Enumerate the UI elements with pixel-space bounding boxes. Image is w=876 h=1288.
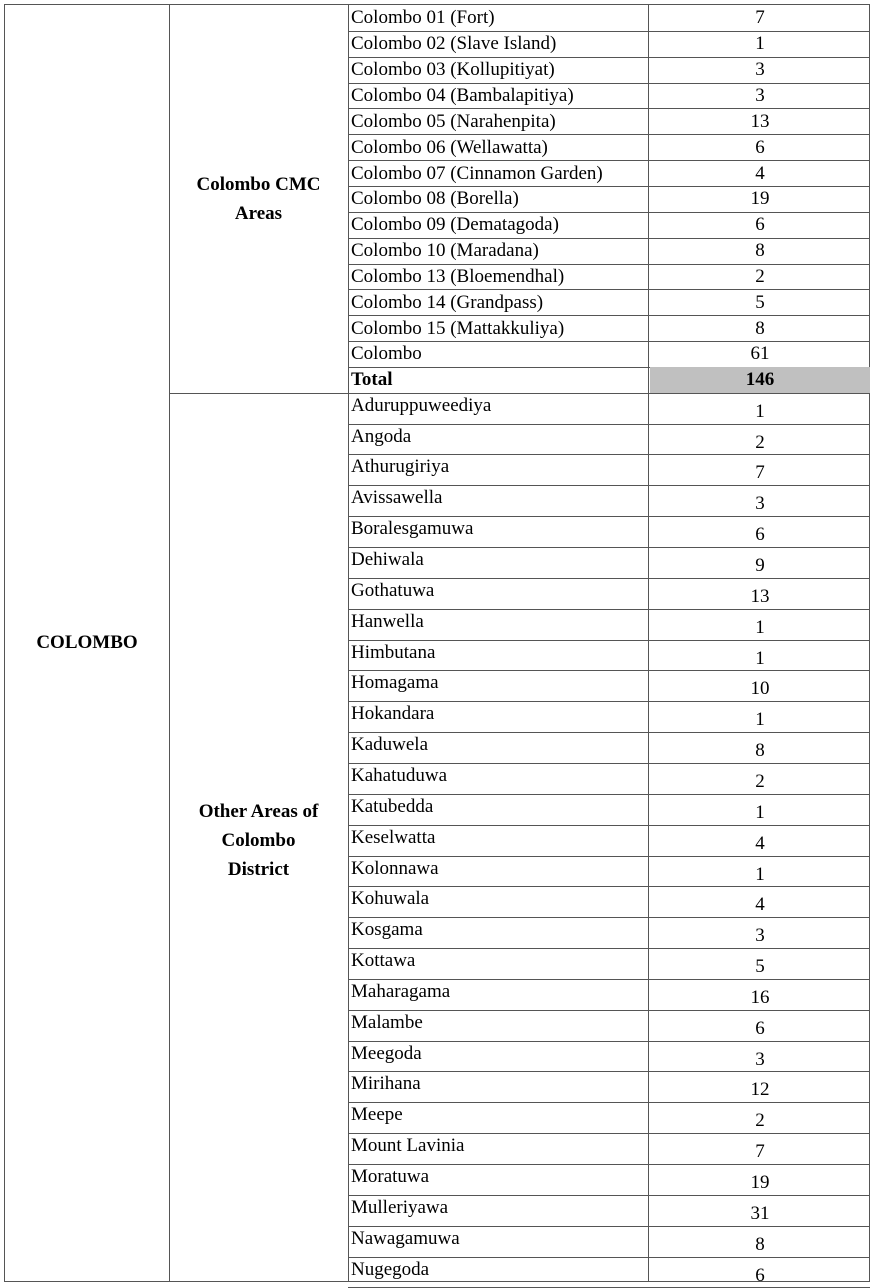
table-row [349, 856, 870, 887]
area-name: Kaduwela [351, 734, 429, 756]
area-count: 1 [755, 616, 765, 638]
area-count: 2 [755, 431, 765, 453]
area-name: Dehiwala [351, 549, 424, 570]
area-count: 19 [750, 188, 770, 210]
table-row [349, 264, 870, 290]
area-count: 6 [755, 214, 765, 236]
table-row [349, 1226, 870, 1257]
area-name: Maharagama [351, 980, 451, 1002]
area-count: 8 [755, 240, 765, 262]
table-row [349, 238, 870, 264]
group-label-text [199, 797, 319, 884]
table-row [349, 547, 870, 578]
area-name: Moratuwa [351, 1166, 430, 1187]
area-count: 61 [750, 343, 770, 365]
total-label: Total [351, 369, 393, 391]
table-row [349, 670, 870, 701]
area-name: Mirihana [351, 1073, 421, 1095]
district-name: COLOMBO [36, 632, 138, 653]
area-count: 4 [755, 832, 765, 854]
area-count: 6 [755, 1264, 765, 1286]
table-row [349, 1010, 870, 1041]
group-label-line: Areas [234, 202, 283, 224]
table-row [349, 1257, 870, 1288]
table-row [349, 516, 870, 547]
area-name: Angoda [351, 425, 412, 447]
area-name: Homagama [351, 672, 439, 694]
table-row [349, 186, 870, 212]
table-row [349, 454, 870, 485]
table-row [349, 315, 870, 341]
table-row [349, 1071, 870, 1102]
area-count: 6 [755, 524, 765, 546]
table-row [349, 763, 870, 794]
area-count: 9 [755, 555, 765, 576]
table-row [349, 732, 870, 763]
table-row [349, 485, 870, 516]
area-count: 7 [755, 7, 765, 29]
table-row [349, 886, 870, 917]
area-name: Katubedda [351, 795, 434, 817]
table-row [349, 701, 870, 732]
area-name: Mulleriyawa [351, 1196, 449, 1218]
area-name: Meegoda [351, 1042, 422, 1064]
area-count: 5 [755, 956, 765, 978]
area-count: 1 [755, 801, 765, 823]
area-name: Malambe [351, 1011, 423, 1033]
area-name: Kahatuduwa [351, 764, 448, 786]
area-count: 3 [755, 59, 765, 81]
district-table [4, 4, 870, 1286]
area-name: Colombo 15 (Mattakkuliya) [351, 317, 565, 339]
area-name: Kolonnawa [351, 857, 439, 879]
area-count: 8 [755, 317, 765, 339]
table-row [349, 108, 870, 134]
area-name: Colombo 08 (Borella) [351, 188, 519, 210]
table-row [349, 289, 870, 315]
area-name: Meepe [351, 1104, 403, 1126]
table-row [349, 1041, 870, 1072]
area-count: 19 [750, 1172, 770, 1193]
area-name: Kosgama [351, 919, 423, 941]
area-count: 16 [750, 986, 770, 1008]
area-name: Nugegoda [351, 1258, 430, 1280]
group-label-line: District [227, 858, 290, 880]
area-name: Colombo 13 (Bloemendhal) [351, 265, 565, 287]
area-count: 13 [750, 110, 770, 132]
area-name: Gothatuwa [351, 579, 435, 601]
group-label-text [196, 170, 320, 228]
area-count: 1 [755, 863, 765, 885]
area-count: 13 [750, 585, 770, 607]
table-row [349, 1195, 870, 1226]
table-row [349, 640, 870, 671]
table-row [349, 1102, 870, 1133]
area-count: 7 [755, 1141, 765, 1163]
area-name: Colombo 04 (Bambalapitiya) [351, 84, 574, 106]
table-row [349, 31, 870, 57]
area-name: Nawagamuwa [351, 1227, 460, 1249]
area-name: Keselwatta [351, 826, 436, 848]
area-name: Colombo [351, 343, 422, 365]
table-row [349, 794, 870, 825]
table-row [349, 5, 870, 31]
area-count: 2 [755, 770, 765, 792]
table-row [349, 825, 870, 856]
area-name: Hokandara [351, 703, 435, 725]
area-name: Athurugiriya [351, 456, 450, 478]
table-row [349, 83, 870, 109]
area-name: Colombo 01 (Fort) [351, 7, 495, 29]
table-row [349, 917, 870, 948]
area-count: 3 [755, 1048, 765, 1070]
table-row [349, 134, 870, 160]
table-row [349, 1133, 870, 1164]
table-row [349, 57, 870, 83]
area-name: Boralesgamuwa [351, 518, 474, 540]
total-row [349, 367, 870, 393]
table-row [349, 212, 870, 238]
table-row [349, 160, 870, 186]
area-name: Colombo 09 (Dematagoda) [351, 214, 559, 236]
area-count: 3 [755, 925, 765, 947]
area-count: 7 [755, 462, 765, 484]
area-name: Hanwella [351, 610, 424, 632]
group-label-line: Colombo CMC [196, 173, 321, 195]
area-name: Colombo 14 (Grandpass) [351, 291, 544, 313]
area-count: 4 [755, 162, 765, 184]
area-name: Mount Lavinia [351, 1135, 465, 1157]
area-count: 12 [750, 1079, 770, 1101]
area-count: 31 [750, 1202, 770, 1224]
area-count: 10 [750, 678, 770, 700]
total-count: 146 [650, 367, 870, 393]
area-count: 5 [755, 291, 765, 313]
area-count: 1 [755, 709, 765, 731]
area-name: Kottawa [351, 950, 416, 972]
area-name: Colombo 02 (Slave Island) [351, 33, 557, 55]
area-count: 2 [755, 265, 765, 287]
area-name: Avissawella [351, 487, 443, 509]
area-count: 8 [755, 1233, 765, 1255]
area-name: Colombo 05 (Narahenpita) [351, 110, 556, 132]
area-name: Colombo 07 (Cinnamon Garden) [351, 162, 603, 184]
table-row [349, 578, 870, 609]
area-count: 8 [755, 740, 765, 762]
area-count: 1 [755, 647, 765, 669]
area-count: 1 [755, 400, 765, 422]
area-name: Kohuwala [351, 888, 430, 910]
area-name: Colombo 03 (Kollupitiyat) [351, 59, 555, 81]
area-count: 2 [755, 1110, 765, 1132]
table-row [349, 948, 870, 979]
area-count: 1 [755, 33, 765, 55]
area-count: 3 [755, 84, 765, 106]
group-label [169, 393, 348, 1288]
table-row [349, 393, 870, 424]
area-name: Aduruppuweediya [351, 394, 492, 416]
group-label-line: Other Areas of [198, 800, 319, 822]
area-count: 6 [755, 1017, 765, 1039]
table-row [349, 424, 870, 455]
group-label [169, 5, 348, 393]
area-count: 6 [755, 136, 765, 158]
table-row [349, 1164, 870, 1195]
table-row [349, 341, 870, 367]
area-name: Colombo 06 (Wellawatta) [351, 136, 548, 158]
group-label-line: Colombo [221, 829, 296, 851]
area-count: 3 [755, 493, 765, 515]
area-count: 4 [755, 894, 765, 916]
area-name: Colombo 10 (Maradana) [351, 240, 539, 262]
table-row [349, 979, 870, 1010]
table-row [349, 609, 870, 640]
area-name: Himbutana [351, 641, 436, 663]
